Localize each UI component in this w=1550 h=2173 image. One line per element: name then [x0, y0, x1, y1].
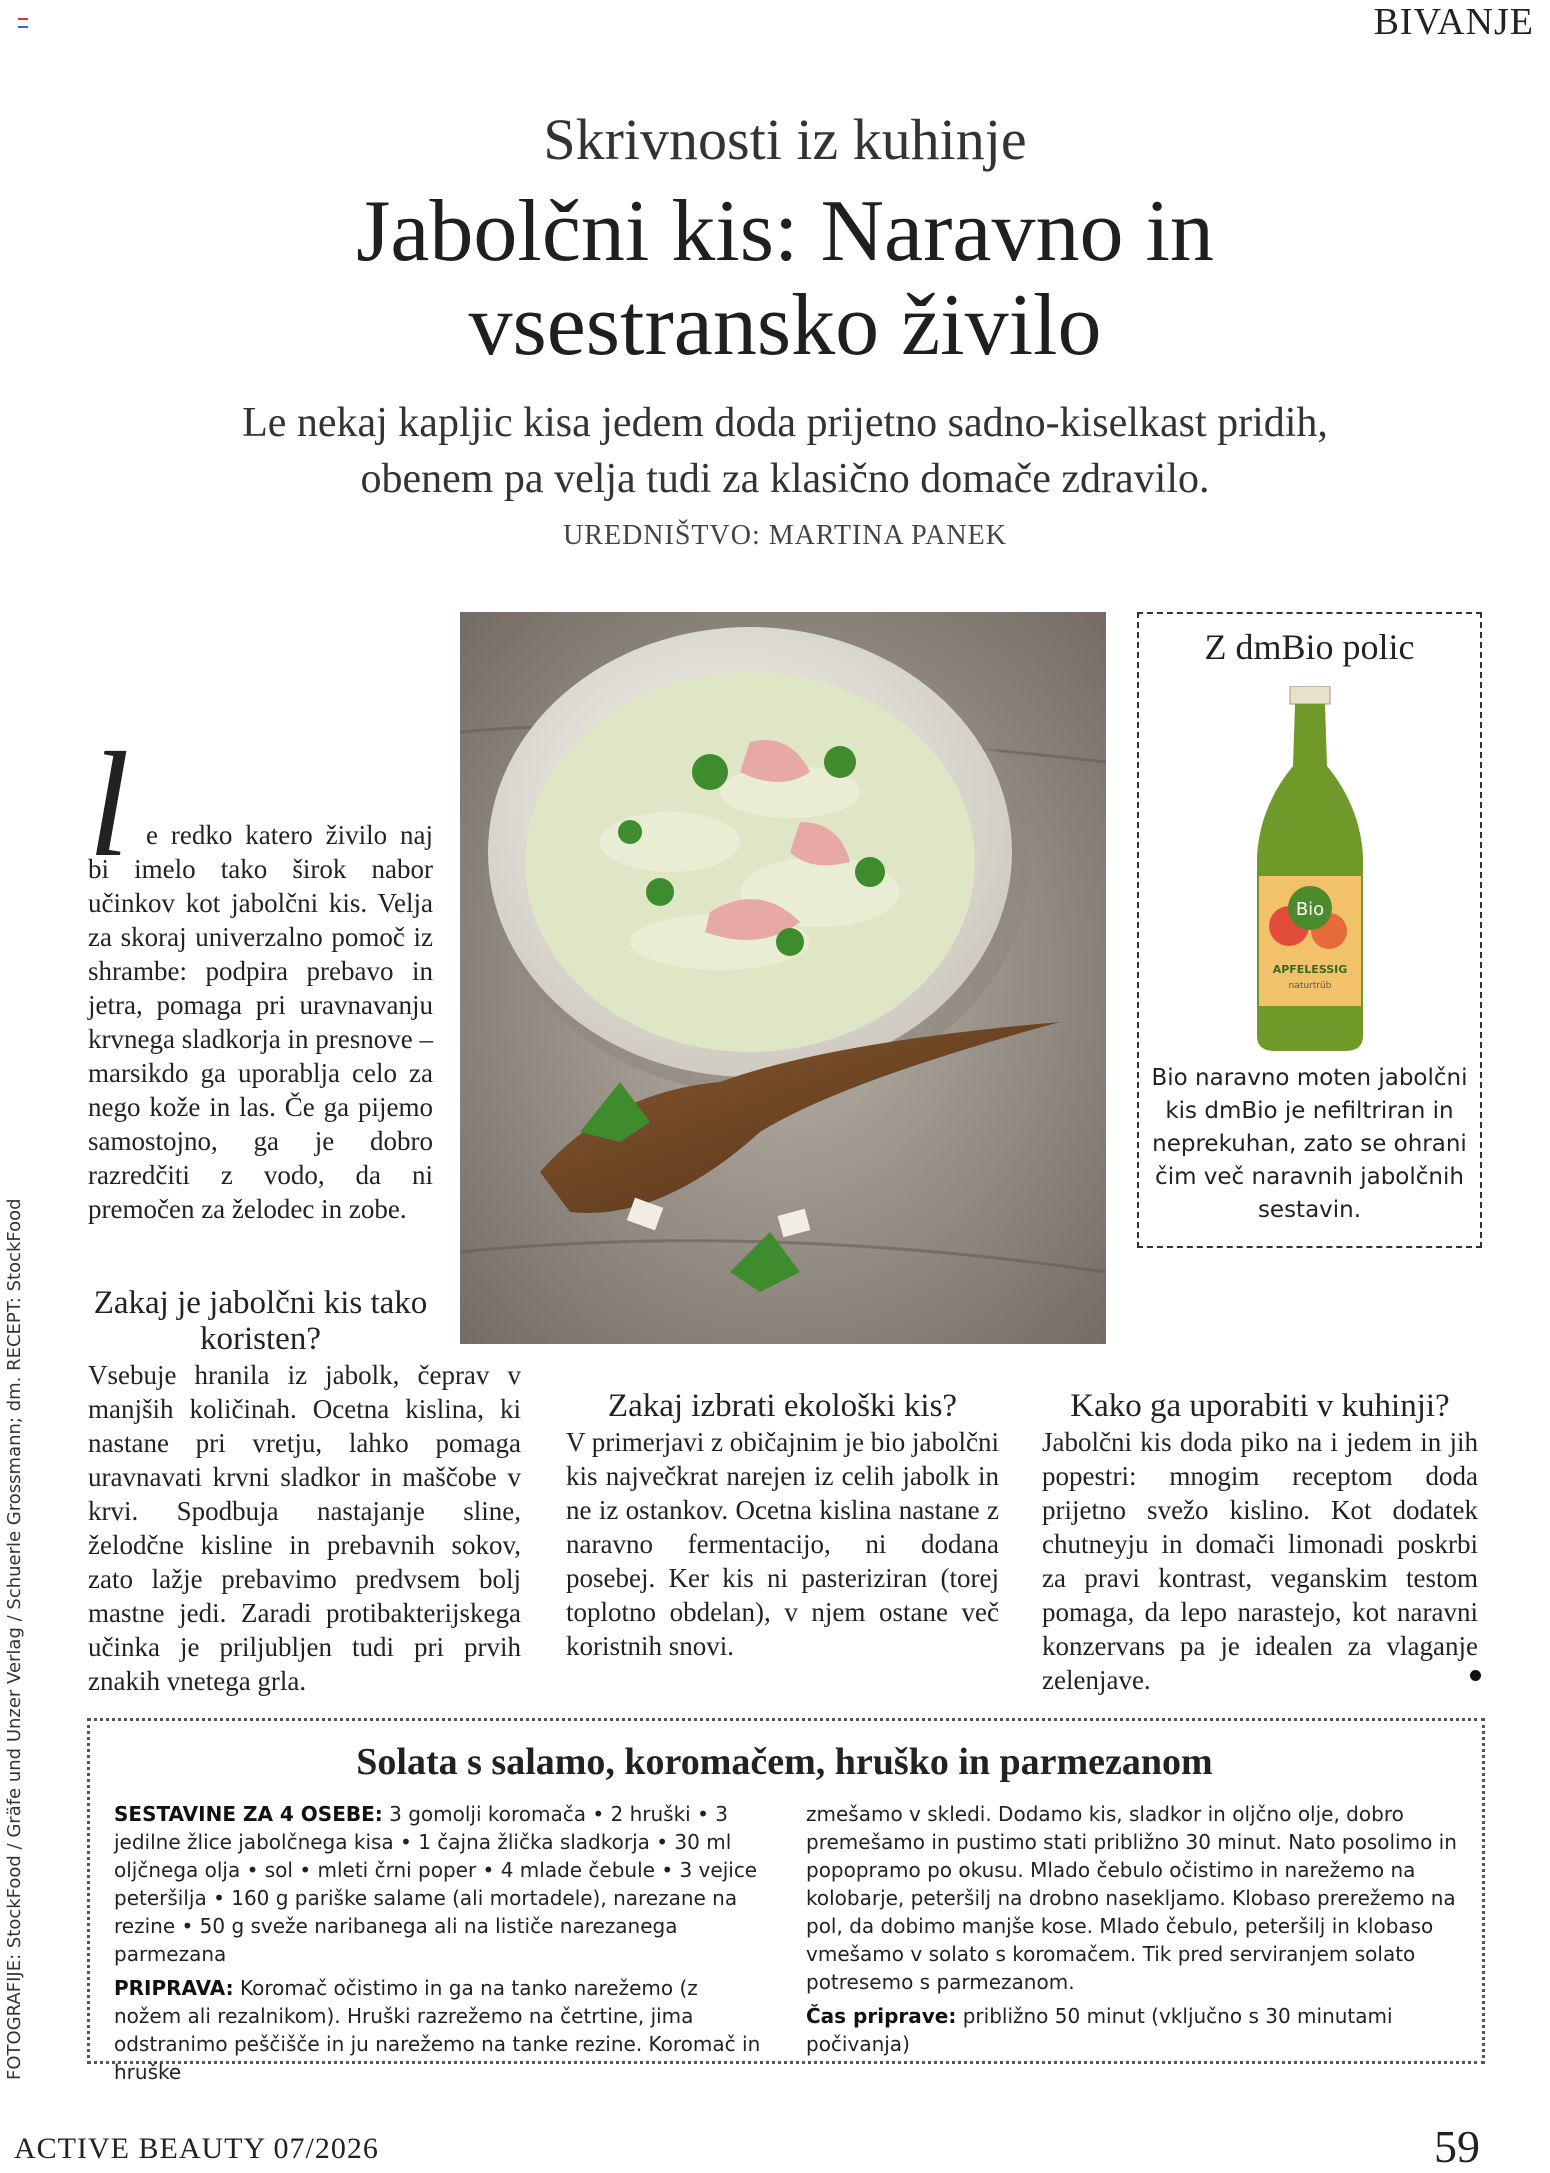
section-label: BIVANJE — [1373, 1, 1534, 43]
article-byline: UREDNIŠTVO: MARTINA PANEK — [563, 520, 1007, 551]
headline-line-2: vsestransko živilo — [468, 277, 1102, 374]
salad-photo — [460, 612, 1106, 1344]
deck-line-1: Le nekaj kapljic kisa jedem doda prijetno sadno-kiselkast pridih, — [242, 400, 1328, 446]
preparation-label: PRIPRAVA: — [114, 1976, 234, 2000]
page-number: 59 — [1434, 2121, 1480, 2172]
section-3-heading: Kako ga uporabiti v kuhinji? — [1070, 1388, 1450, 1424]
section-2-text: V primerjavi z običajnim je bio jabolčni kis največkrat narejen iz celih jabolk in ne iz ostankov. Ocetna kislina nastane z naravno fermentacijo, ni dodana posebej. Ker kis ni pasteriziran (torej toplotno obdelan), v njem ostane več koristnih snovi. — [566, 1427, 999, 1661]
recipe-title: Solata s salamo, koromačem, hruško in parmezanom — [356, 1741, 1213, 1783]
corner-mark — [18, 18, 28, 28]
preparation-text-part1: Koromač očistimo in ga na tanko narežemo (z nožem ali rezalnikom). Hruški razrežemo na četrtine, jima odstranimo peščišče in ju narežemo na tanke rezine. Koromač in hruške — [114, 1976, 761, 2084]
article-kicker: Skrivnosti iz kuhinje — [543, 107, 1027, 172]
article-deck — [0, 395, 1550, 507]
deck-line-2: obenem pa velja tudi za klasično domače zdravilo. — [360, 456, 1210, 502]
bottle-product-name: APFELESSIG — [1272, 963, 1348, 976]
vinegar-bottle — [1245, 686, 1375, 1056]
recipe-column-left — [114, 1800, 764, 2092]
salad-illustration — [460, 612, 1106, 1344]
section-3-text: Jabolčni kis doda piko na i jedem in jih popestri: mnogim receptom doda prijetno svežo kislino. Kot dodatek chutneyju in domači limonadi poskrbi za pravi kontrast, veganskim testom pomaga, da lepo narastejo, kot naravni konzervans pa je idealen za vlaganje zelenjave. — [1042, 1427, 1478, 1695]
section-2-heading: Zakaj izbrati ekološki kis? — [607, 1388, 958, 1424]
intro-text: e redko katero živilo naj bi imelo tako širok nabor učinkov kot jabolčni kis. Velja za skoraj univerzalno pomoč iz shrambe: podpira prebavo in jetra, pomaga pri uravnavanju krvnega sladkorja in presnove – marsikdo ga uporablja celo za nego kože in las. Če ga pijemo samostojno, ga je dobro razredčiti z vodo, da ni premočen za želodec in zobe. — [88, 820, 433, 1224]
drop-cap: l — [88, 722, 130, 888]
product-box-title: Z dmBio polic — [1204, 627, 1415, 667]
section-1-heading: Zakaj je jabolčni kis tako koristen? — [93, 1285, 428, 1357]
photo-credit-text: FOTOGRAFIJE: StockFood / Gräfe und Unzer Verlag / Schuerle Grossmann; dm. RECEPT: StockFood — [4, 1198, 25, 2080]
end-mark — [1470, 1670, 1481, 1681]
recipe-ingredients — [114, 1800, 764, 1968]
recipe-column-right — [806, 1800, 1461, 2064]
ingredients-label: SESTAVINE ZA 4 OSEBE: — [114, 1802, 383, 1826]
bottle-brand: Bio — [1295, 899, 1325, 920]
ingredients-text: 3 gomolji koromača • 2 hruški • 3 jedilne žlice jabolčnega kisa • 1 čajna žlička sladkorja • 30 ml oljčnega olja • sol • mleti črni poper • 4 mlade čebule • 3 vejice peteršilja • 160 g pariške salame (ali mortadele), narezane na rezine • 50 g sveže naribanega ali na lističe narezanega parmezana — [114, 1802, 758, 1966]
bottle-illustration — [1245, 686, 1375, 1056]
bottle-product-sub: naturtrüb — [1288, 981, 1332, 991]
section-1-text: Vsebuje hranila iz jabolk, čeprav v manjših količinah. Ocetna kislina, ki nastane pri vretju, lahko pomaga uravnavati krvni sladkor in maščobe v krvi. Spodbuja nastajanje sline, želodčne kisline in prebavnih sokov, zato lažje prebavimo predvsem bolj mastne jedi. Zaradi protibakterijskega učinka je priljubljen tudi pri prvih znakih vnetega grla. — [88, 1360, 521, 1696]
time-label: Čas priprave: — [806, 2004, 957, 2028]
magazine-issue: ACTIVE BEAUTY 07/2026 — [14, 2132, 379, 2165]
recipe-time — [806, 2002, 1461, 2058]
recipe-preparation — [114, 1974, 764, 2086]
headline-line-1: Jabolčni kis: Naravno in — [356, 183, 1214, 280]
preparation-text-part2: zmešamo v skledi. Dodamo kis, sladkor in oljčno olje, dobro premešamo in pustimo stati približno 30 minut. Nato posolimo in popopramo po okusu. Mlado čebulo očistimo in narežemo na kolobarje, peteršilj na drobno nasekljamo. Klobaso prerežemo na pol, da dobimo manjše kose. Mlado čebulo, peteršilj in klobaso vmešamo v solato s koromačem. Tik pred serviranjem solato potresemo s parmezanom. — [806, 1802, 1457, 1994]
time-value: približno 50 minut (vključno s 30 minutami počivanja) — [806, 2004, 1393, 2056]
product-box-text: Bio naravno moten jabolčni kis dmBio je nefiltriran in neprekuhan, zato se ohrani čim več naravnih jabolčnih sestavin. — [1151, 1065, 1468, 1223]
article-headline — [0, 185, 1550, 373]
photo-credit — [0, 1180, 34, 2080]
